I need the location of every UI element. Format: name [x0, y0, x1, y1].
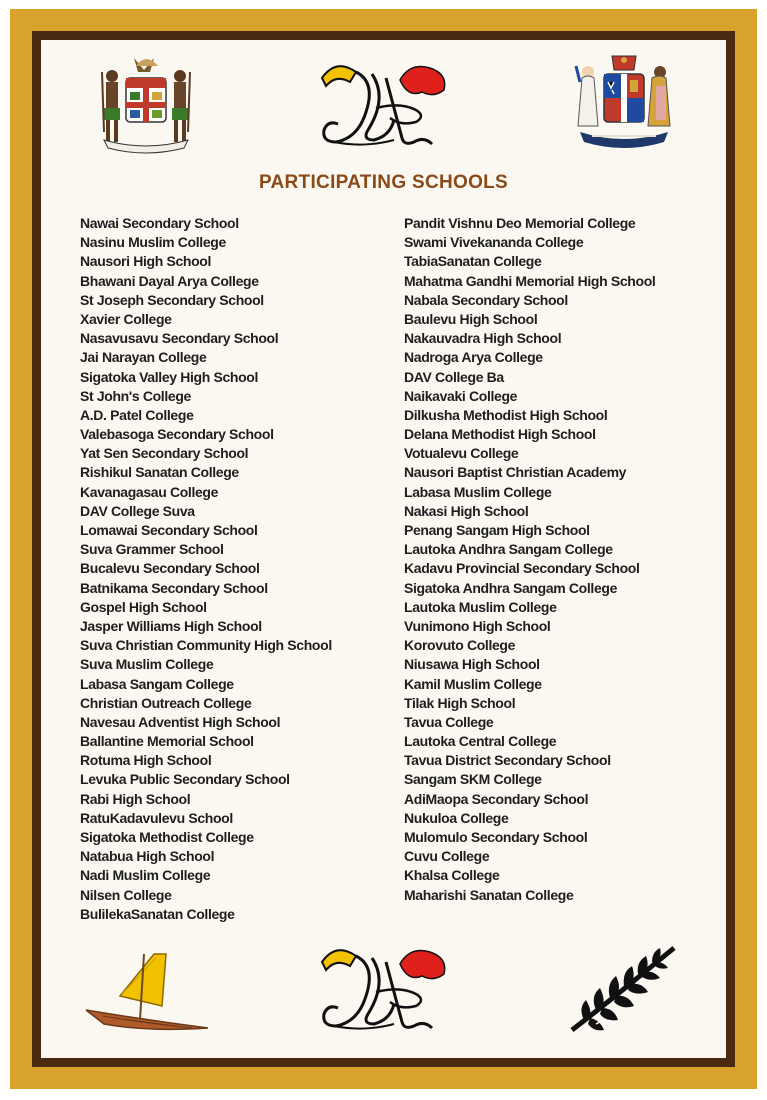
school-name: Ballantine Memorial School [80, 733, 254, 750]
school-name: Levuka Public Secondary School [80, 771, 290, 788]
silver-fern-icon [566, 944, 678, 1034]
school-name: Cuvu College [404, 848, 490, 865]
school-name: TabiaSanatan College [404, 253, 542, 270]
school-name: Suva Christian Community High School [80, 637, 332, 654]
school-name: Nasavusavu Secondary School [80, 330, 279, 347]
school-name: Dilkusha Methodist High School [404, 406, 608, 423]
fiji-coat-of-arms-icon [96, 52, 196, 154]
school-name: Gospel High School [80, 598, 207, 615]
school-name: Sigatoka Andhra Sangam College [404, 579, 618, 596]
school-name: Sigatoka Methodist College [80, 829, 254, 845]
monogram-logo-bottom-icon [316, 942, 452, 1036]
school-name: Rotuma High School [80, 752, 212, 769]
school-name: RatuKadavulevu School [80, 809, 233, 826]
school-name: Kamil Muslim College [404, 675, 542, 692]
school-name: Naikavaki College [404, 387, 518, 404]
schools-list-left [80, 214, 390, 924]
school-name: Xavier College [80, 310, 172, 327]
school-name: Tilak High School [404, 694, 516, 711]
school-name: Navesau Adventist High School [80, 713, 281, 730]
school-name: DAV College Ba [404, 368, 504, 385]
school-name: Lomawai Secondary School [80, 522, 258, 538]
school-name: Lautoka Andhra Sangam College [404, 541, 613, 558]
school-name: Swami Vivekananda College [404, 234, 584, 251]
school-name: Vunimono High School [404, 617, 551, 634]
school-name: Nadroga Arya College [404, 349, 543, 366]
school-name: Nabala Secondary School [404, 291, 568, 308]
school-name: Rishikul Sanatan College [80, 464, 239, 481]
school-name: Nakauvadra High School [404, 330, 562, 347]
school-name: Lautoka Central College [404, 733, 557, 750]
school-name: St John's College [80, 387, 191, 404]
school-name: Votualevu College [404, 445, 519, 462]
school-name: Nausori Baptist Christian Academy [404, 464, 627, 481]
school-name: AdiMaopa Secondary School [404, 790, 589, 807]
monogram-logo-icon [316, 58, 452, 152]
schools-list-right [404, 214, 724, 905]
school-name: Nadi Muslim College [80, 867, 211, 884]
school-name: Natabua High School [80, 848, 215, 865]
school-name: Labasa Sangam College [80, 675, 234, 692]
school-name: Bucalevu Secondary School [80, 560, 260, 577]
school-name: Christian Outreach College [80, 694, 252, 711]
school-name: Mahatma Gandhi Memorial High School [404, 272, 656, 289]
school-name: Korovuto College [404, 637, 516, 654]
school-name: Pandit Vishnu Deo Memorial College [404, 215, 636, 231]
school-name: Suva Grammer School [80, 541, 224, 558]
school-name: Niusawa High School [404, 656, 540, 673]
school-name: Rabi High School [80, 790, 191, 807]
school-name: Baulevu High School [404, 310, 538, 327]
school-name: Khalsa College [404, 867, 500, 884]
school-name: Maharishi Sanatan College [404, 886, 574, 903]
school-name: Suva Muslim College [80, 656, 214, 673]
school-name: Nakasi High School [404, 502, 529, 519]
school-name: BulilekaSanatan College [80, 905, 235, 922]
school-name: Lautoka Muslim College [404, 598, 557, 615]
school-name: Nawai Secondary School [80, 215, 239, 231]
school-name: St Joseph Secondary School [80, 291, 264, 308]
school-name: Kavanagasau College [80, 483, 219, 500]
page-title: PARTICIPATING SCHOOLS [258, 172, 509, 193]
school-name: Mulomulo Secondary School [404, 829, 588, 845]
school-name: Nilsen College [80, 886, 172, 903]
school-name: Penang Sangam High School [404, 522, 590, 538]
canoe-sail-icon [82, 944, 212, 1036]
school-name: Sigatoka Valley High School [80, 368, 259, 385]
school-name: Yat Sen Secondary School [80, 445, 249, 462]
school-name: Bhawani Dayal Arya College [80, 272, 259, 289]
school-name: Delana Methodist High School [404, 426, 596, 443]
school-name: Labasa Muslim College [404, 483, 552, 500]
school-name: Nukuloa College [404, 809, 509, 826]
school-name: Nausori High School [80, 253, 212, 270]
school-name: Tavua College [404, 713, 494, 730]
school-name: DAV College Suva [80, 502, 195, 519]
school-name: Jai Narayan College [80, 349, 207, 366]
school-name: Nasinu Muslim College [80, 234, 226, 251]
school-name: Jasper Williams High School [80, 617, 262, 634]
school-name: Tavua District Secondary School [404, 752, 611, 769]
new-zealand-coat-of-arms-icon [572, 52, 676, 154]
school-name: A.D. Patel College [80, 406, 194, 423]
school-name: Batnikama Secondary School [80, 579, 268, 596]
school-name: Sangam SKM College [404, 771, 542, 788]
school-name: Kadavu Provincial Secondary School [404, 560, 640, 577]
school-name: Valebasoga Secondary School [80, 426, 274, 443]
